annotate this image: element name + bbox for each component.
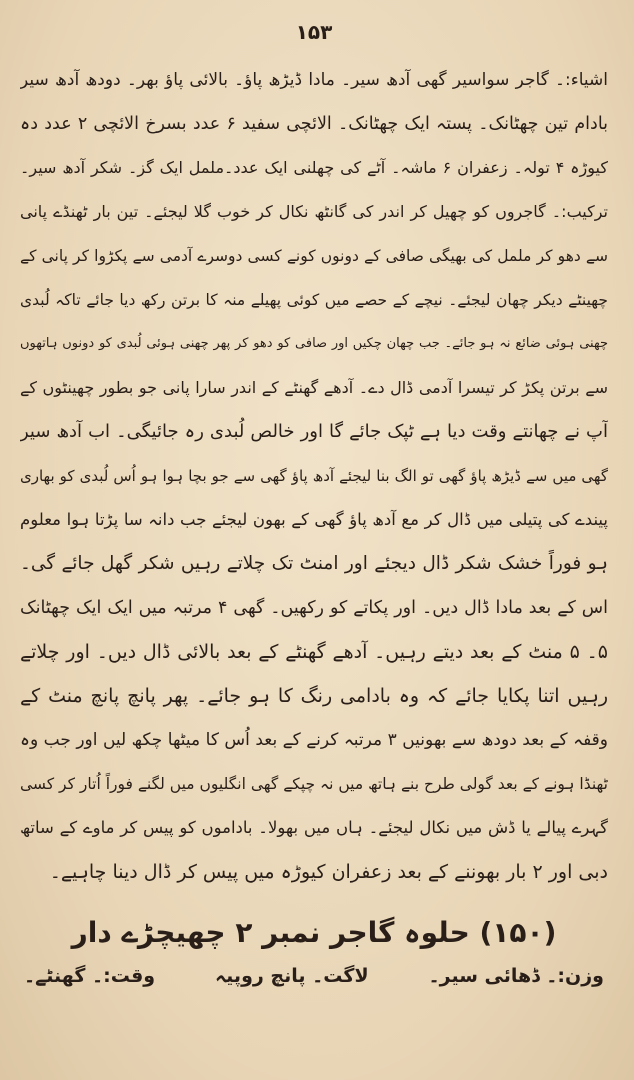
text-line: پیندے کی پتیلی میں ڈال کر مع آدھ پاؤ گھی کے بھون لیجئے جب دانہ سا پڑتا ہوا معلوم [20, 510, 608, 529]
text-line: چھنی ہوئی ضائع نہ ہو جائے۔ جب چھان چکیں اور صافی کو دھو کر پھر چھنی ہوئی لُبدی کو دونوں ہاتھوں [20, 336, 608, 351]
page-number: ۱۵۳ [295, 20, 333, 44]
text-line: کیوڑہ ۴ تولہ۔ زعفران ۶ ماشہ۔ آٹے کی چھلنی ایک عدد۔ململ ایک گز۔ شکر آدھ سیر۔ [20, 158, 608, 177]
text-line: بادام تین چھٹانک۔ پستہ ایک چھٹانک۔ الائچی سفید ۶ عدد بسرخ الائچی ۲ عدد دہ [20, 114, 608, 134]
text-line: وقفہ کے بعد دودھ سے بھونیں ۳ مرتبہ کرنے کے بعد اُس کا میٹھا چکھ لیں اور جب وہ [20, 730, 608, 750]
recipe-footer [20, 956, 608, 996]
text-line: ترکیب:۔ گاجروں کو چھیل کر اندر کی گانٹھ نکال کر خوب گلا لیجئے۔ تین بار ٹھنڈے پانی [20, 202, 608, 221]
time-label: وقت:۔ گھنٹے۔ [24, 965, 156, 987]
text-line: چھینٹے دیکر چھان لیجئے۔ نیچے کے حصے میں کوئی پھیلے منہ کا برتن رکھ دیا جائے تاکہ لُبدی [20, 291, 608, 309]
text-line: سے برتن پکڑ کر تیسرا آدمی ڈال دے۔ آدھے گھنٹے کے اندر سارا پانی جو بطور چھینٹوں کے [20, 378, 608, 397]
recipe-heading: (۱۵۰) حلوہ گاجر نمبر ۲ چھیچڑے دار [71, 916, 557, 949]
text-line: گہرے پیالے یا ڈش میں نکال لیجئے۔ ہاں میں بھولا۔ باداموں کو پیس کر ماوے کے ساتھ [20, 818, 608, 837]
text-line: ہو فوراً خشک شکر ڈال دیجئے اور امنٹ تک چلاتے رہیں شکر گھل جائے گی۔ [20, 553, 608, 574]
text-line: آپ نے چھانتے وقت دیا ہے ٹپک جائے گا اور خالص لُبدی رہ جائیگی۔ اب آدھ سیر [20, 421, 608, 442]
weight-label: وزن:۔ ڈھائی سیر۔ [428, 965, 604, 987]
text-line: ۵۔ ۵ منٹ کے بعد دیتے رہیں۔ آدھے گھنٹے کے بعد بالائی ڈال دیں۔ اور چلاتے [20, 641, 608, 663]
text-line: اشیاء:۔ گاجر سواسیر گھی آدھ سیر۔ مادا ڈیڑھ پاؤ۔ بالائی پاؤ بھر۔ دودھ آدھ سیر [20, 70, 608, 90]
recipe-body [20, 58, 608, 894]
text-line: ٹھنڈا ہونے کے بعد گولی طرح بنے ہاتھ میں نہ چپکے گھی انگلیوں میں لگنے فوراً اُتار کر کسی [20, 775, 608, 793]
text-line: دبی اور ۲ بار بھوننے کے بعد زعفران کیوڑہ میں پیس کر ڈال دینا چاہیے۔ [49, 861, 608, 883]
text-line: اس کے بعد مادا ڈال دیں۔ اور پکاتے کو رکھیں۔ گھی ۴ مرتبہ میں ایک ایک چھٹانک [20, 598, 608, 618]
text-line: سے دھو کر ململ کی بھیگی صافی کے دونوں کونے کسی دوسرے آدمی سے پکڑوا کر پانی کے [20, 247, 608, 265]
text-line: گھی میں سے ڈیڑھ پاؤ گھی تو الگ بنا لیجئے آدھ پاؤ گھی سے جو بچا ہوا ہو اُس لُبدی کو بھاری [20, 467, 608, 485]
text-line: رہیں اتنا پکایا جائے کہ وہ بادامی رنگ کا ہو جائے۔ پھر پانچ پانچ منٹ کے [20, 685, 608, 707]
cost-label: لاگت۔ پانچ روپیہ [215, 965, 369, 987]
